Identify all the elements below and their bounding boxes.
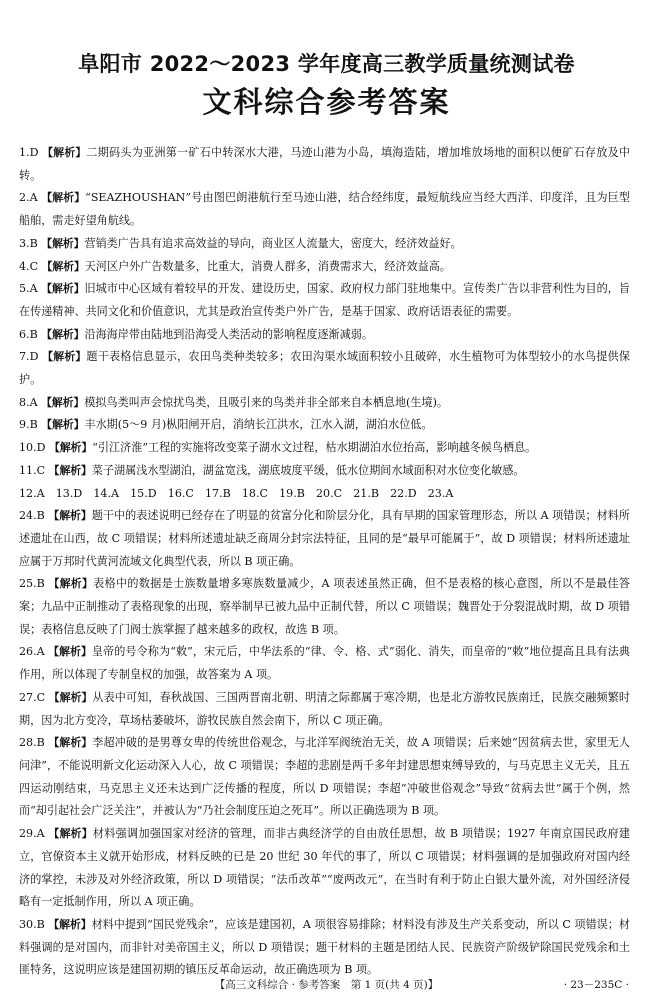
answer-item [19, 460, 630, 483]
answer-item [19, 641, 630, 686]
answer-item [19, 278, 630, 323]
answer-number: 5.A [19, 282, 38, 296]
answer-number: 24.B [19, 509, 45, 523]
answer-text: 皇帝的号令称为“敕”，宋元后，中华法系的“律、令、格、式”弱化、消失，而皇帝的“敕”地位提高且具有法典作用，所以体现了专制皇权的加强，故答案为 A 项。 [19, 645, 630, 682]
answer-item [19, 346, 630, 391]
answer-text: 二期码头为亚洲第一矿石中转深水大港，马迹山港为小岛，填海造陆，增加堆放场地的面积以便矿石存放及中转。 [19, 146, 630, 182]
answer-number: 27.C [19, 690, 46, 704]
analysis-tag: 【解析】 [41, 259, 85, 273]
analysis-tag: 【解析】 [49, 441, 93, 455]
answer-number: 7.D [19, 350, 39, 364]
analysis-tag: 【解析】 [48, 509, 92, 523]
analysis-tag: 【解析】 [48, 917, 92, 931]
answer-item [19, 256, 630, 279]
analysis-tag: 【解析】 [48, 690, 93, 704]
answer-number: 11.C [19, 463, 46, 477]
answer-item [19, 233, 630, 256]
analysis-tag: 【解析】 [48, 645, 92, 659]
answer-number: 25.B [19, 577, 45, 591]
answer-text: 题干表格信息显示，农田鸟类种类较多；农田沟渠水域面积较小且破碎，水生植物可为体型较小的水鸟提供保护。 [19, 350, 630, 387]
answer-text: 题干中的表述说明已经存在了明显的贫富分化和阶层分化，具有早期的国家管理形态，所以 A 项错误；材料所述遗址在山西，故 C 项错误；材料所述遗址缺乏商周分封宗法特征，且同的是“最早可能属于”，故 D 项错误；材料所述遗址应属于万邦时代黄河流域文化典型代表，所以 B 项正确。 [19, 509, 631, 568]
analysis-tag: 【解析】 [41, 418, 85, 432]
answer-number: 6.B [19, 327, 38, 341]
answer-number: 26.A [19, 645, 45, 659]
answer-item [19, 914, 630, 982]
answer-item [19, 687, 630, 732]
answer-number: 30.B [19, 917, 45, 931]
answer-text: “引江济淮”工程的实施将改变菜子湖水文过程，枯水期湖泊水位抬高，影响越冬候鸟栖息。 [92, 441, 537, 455]
answer-item [19, 573, 630, 641]
answer-text: 营销类广告具有追求高效益的导向，商业区人流量大，密度大，经济效益好。 [84, 236, 462, 250]
answer-number: 28.B [19, 736, 45, 750]
analysis-tag: 【解析】 [41, 191, 86, 205]
answer-number: 8.A [19, 395, 38, 409]
answer-item [19, 187, 630, 232]
analysis-tag: 【解析】 [41, 395, 85, 409]
answer-text: 旧城市中心区域有着较早的开发、建设历史，国家、政府权力部门驻地集中。宣传类广告以非营利性为目的，旨在传递精神、共同文化和价值意识，尤其是政治宣传类户外广告，是基于国家、政府话语表征的需要。 [19, 282, 630, 318]
answer-text: 丰水期(5～9 月)枞阳闸开启，消纳长江洪水，江水入湖，湖泊水位低。 [84, 418, 433, 432]
analysis-tag: 【解析】 [42, 146, 87, 159]
answer-item [19, 823, 630, 914]
answer-number: 1.D [19, 146, 39, 159]
answer-item [19, 483, 630, 506]
analysis-tag: 【解析】 [48, 463, 92, 477]
exam-title: 阜阳市 2022～2023 学年度高三教学质量统测试卷 [78, 52, 575, 76]
footer-exam-code: · 23－235C · [563, 979, 629, 991]
answer-item [19, 437, 630, 460]
answer-number: 4.C [19, 259, 39, 273]
analysis-tag: 【解析】 [48, 577, 94, 591]
footer-page-info: 【高三文科综合 · 参考答案 第 1 页(共 4 页)】 [214, 979, 439, 991]
answer-text: 从表中可知，春秋战国、三国两晋南北朝、明清之际都属于寒冷期，也是北方游牧民族南迁，民族交融频繁时期，因为北方变冷，草场枯萎破坏，游牧民族自然会南下，所以 C 项正确。 [19, 690, 630, 727]
answer-text: 表格中的数据是士族数量增多寒族数量减少，A 项表述虽然正确，但不是表格的核心意图，所以不是最佳答案；九品中正制推动了表格现象的出现，察举制早已被九品中正制代替，所以 C 项错误；魏晋处于分裂混战时期，故 D 项错误；表格信息反映了门阀士族掌握了越来越多的政权，故选 B 项。 [19, 577, 631, 636]
answer-list [19, 142, 630, 982]
answer-item [19, 414, 630, 437]
answer-item [19, 732, 630, 823]
answer-number: 10.D [19, 441, 46, 455]
answer-text: 沿海海岸带由陆地到沿海受人类活动的影响程度逐渐减弱。 [84, 327, 373, 341]
answer-text: 材料强调加强国家对经济的管理，而非古典经济学的自由放任思想，故 B 项错误；1927 年南京国民政府建立，官僚资本主义就开始形成，材料反映的已是 20 世纪 30 年代的事了，所以 C 项错误；材料强调的是加强政府对国内经济的掌控，未涉及对外经济政策，所以 D 项错误；“法币改革”“废两改元”，在当时有利于防止白银大量外流，对外国经济侵略有一定抵制作用，所以 A 项正确。 [19, 827, 630, 909]
answer-item [19, 142, 630, 187]
analysis-tag: 【解析】 [48, 736, 93, 750]
answer-item [19, 505, 630, 573]
analysis-tag: 【解析】 [41, 282, 85, 296]
answer-text: 菜子湖属浅水型湖泊，湖盆宽浅，湖底坡度平缓，低水位期间水域面积对水位变化敏感。 [91, 463, 525, 477]
answer-text: 材料中提到“国民党残余”，应该是建国初，A 项很容易排除；材料没有涉及生产关系变动，所以 C 项错误；材料强调的是对国内，而非针对美帝国主义，所以 D 项错误；题干材料的主题是团结人民、民族资产阶级铲除国民党残余和土匪特务，这说明应该是建国初期的镇压反革命运动，故正确选项为 B 项。 [19, 917, 630, 977]
answer-text: “SEAZHOUSHAN”号由图巴朗港航行至马迹山港，结合经纬度，最短航线应当经大西洋、印度洋，且为巨型船舶，需走好望角航线。 [19, 191, 631, 228]
analysis-tag: 【解析】 [41, 327, 85, 341]
answer-number: 2.A [19, 191, 38, 205]
answer-text: 模拟鸟类叫声会惊扰鸟类，且吸引来的鸟类并非全部来自本栖息地(生境)。 [84, 395, 448, 409]
analysis-tag: 【解析】 [42, 350, 87, 364]
answer-number: 3.B [19, 236, 38, 250]
answer-number: 29.A [19, 827, 45, 841]
answer-number: 9.B [19, 418, 38, 432]
answer-item [19, 392, 630, 415]
answer-text: 天河区户外广告数量多，比重大，消费人群多，消费需求大，经济效益高。 [84, 259, 451, 273]
answer-text: 李超冲破的是男尊女卑的传统世俗观念，与北洋军阀统治无关，故 A 项错误；后来她“因贫病去世，家里无人问津”，不能说明新文化运动深入人心，故 C 项错误；李超的悲剧是两千多年封建思想束缚导致的，与马克思主义无关，且五四运动刚结束，马克思主义还未达到广泛传播的程度，所以 D 项错误；李超“冲破世俗观念”导致“贫病去世”属于个例，然而“却引起社会广泛关注”，并被认为“乃社会制度压迫之死耳”。所以正确选项为 B 项。 [19, 736, 630, 818]
answer-text: 12.A 13.D 14.A 15.D 16.C 17.B 18.C 19.B 20.C 21.B 22.D 23.A [19, 486, 454, 500]
page-footer [0, 977, 653, 995]
document-subtitle: 文科综合参考答案 [202, 85, 451, 119]
analysis-tag: 【解析】 [48, 827, 93, 841]
analysis-tag: 【解析】 [41, 236, 85, 250]
answer-item [19, 324, 630, 347]
